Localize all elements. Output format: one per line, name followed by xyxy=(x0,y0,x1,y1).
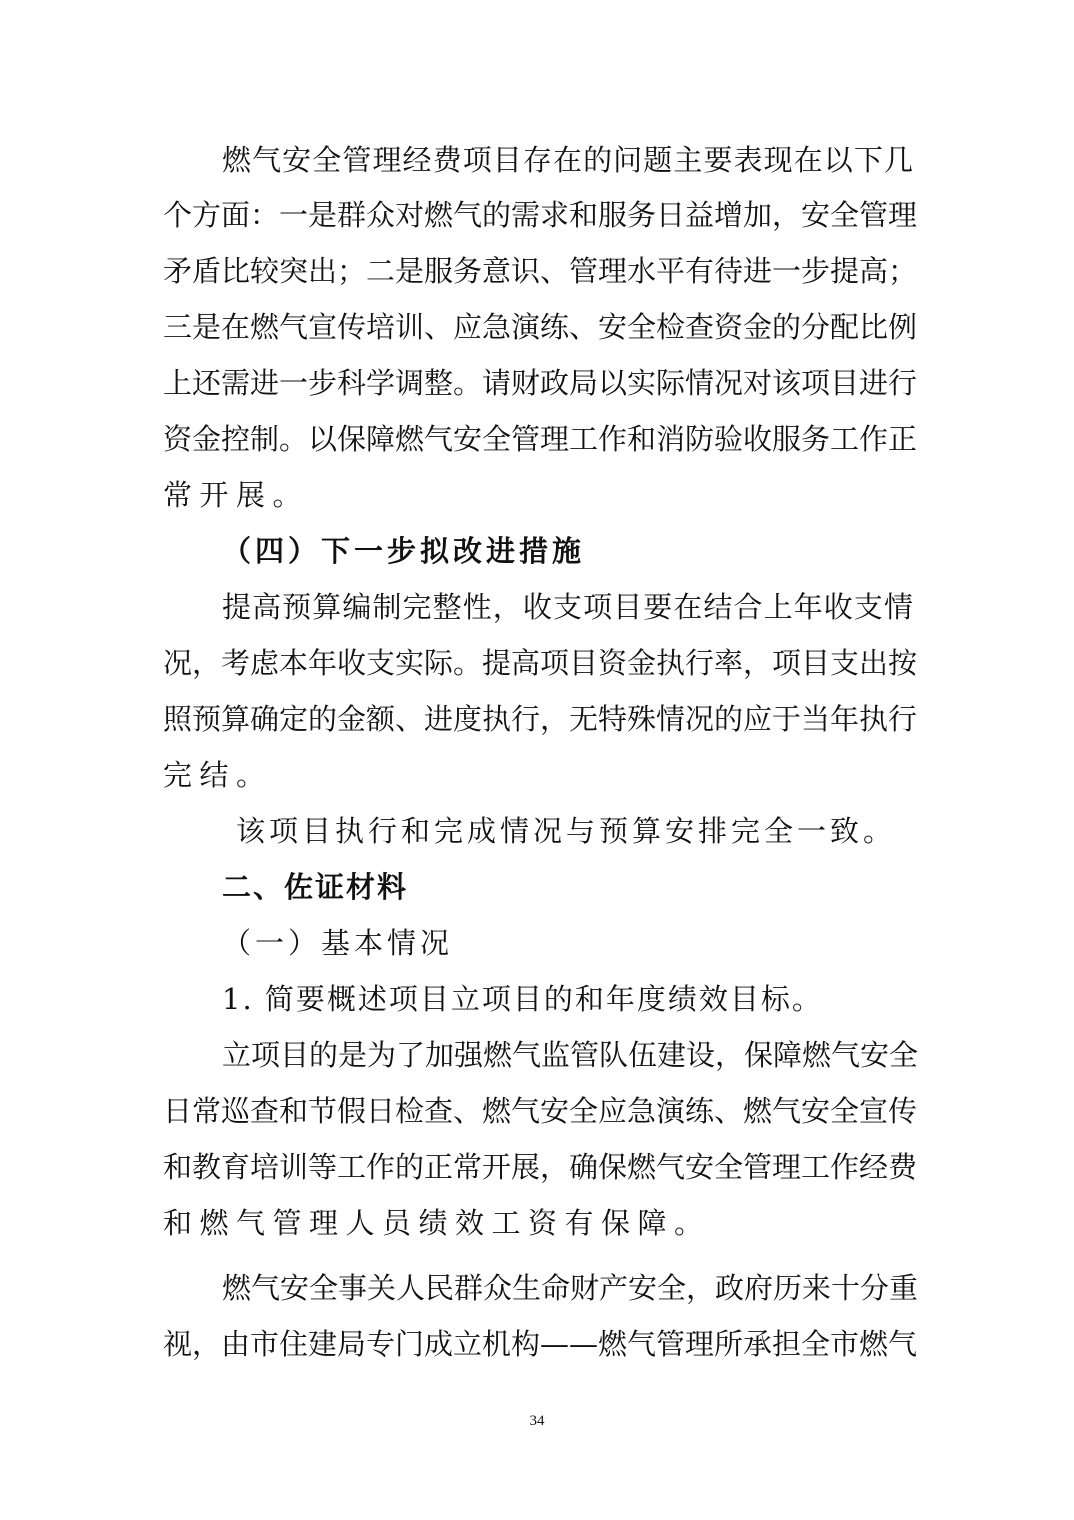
paragraph-line: 个方面：一是群众对燃气的需求和服务日益增加，安全管理 xyxy=(163,198,918,232)
paragraph-line: 上还需进一步科学调整。请财政局以实际情况对该项目进行 xyxy=(163,366,918,400)
paragraph-line: 燃气安全事关人民群众生命财产安全，政府历来十分重 xyxy=(222,1271,919,1305)
paragraph-line: 常开展。 xyxy=(163,478,310,512)
paragraph-line: 三是在燃气宣传培训、应急演练、安全检查资金的分配比例 xyxy=(163,310,918,344)
paragraph-line: 和教育培训等工作的正常开展，确保燃气安全管理工作经费 xyxy=(163,1150,918,1184)
section-heading: 二、佐证材料 xyxy=(222,870,409,904)
section-heading: （四）下一步拟改进措施 xyxy=(222,534,586,568)
paragraph-line: 况，考虑本年收支实际。提高项目资金执行率，项目支出按 xyxy=(163,646,918,680)
section-subheading: （一）基本情况 xyxy=(222,926,454,960)
paragraph-line: 资金控制。以保障燃气安全管理工作和消防验收服务工作正 xyxy=(163,422,918,456)
page-number: 34 xyxy=(529,1413,545,1429)
paragraph-line: 日常巡查和节假日检查、燃气安全应急演练、燃气安全宣传 xyxy=(163,1094,918,1128)
paragraph-line: 完结。 xyxy=(163,758,273,792)
paragraph-line: 提高预算编制完整性，收支项目要在结合上年收支情 xyxy=(222,590,913,624)
list-item: 1. 简要概述项目立项目的和年度绩效目标。 xyxy=(222,982,823,1016)
paragraph-line: 该项目执行和完成情况与预算安排完全一致。 xyxy=(236,814,897,848)
paragraph-line: 燃气安全管理经费项目存在的问题主要表现在以下几 xyxy=(222,143,913,177)
paragraph-line: 照预算确定的金额、进度执行，无特殊情况的应于当年执行 xyxy=(163,702,918,736)
paragraph-line: 立项目的是为了加强燃气监管队伍建设，保障燃气安全 xyxy=(222,1038,919,1072)
paragraph-line: 视，由市住建局专门成立机构——燃气管理所承担全市燃气 xyxy=(163,1327,918,1361)
paragraph-line: 和燃气管理人员绩效工资有保障。 xyxy=(163,1206,711,1240)
paragraph-line: 矛盾比较突出；二是服务意识、管理水平有待进一步提高； xyxy=(163,254,918,288)
